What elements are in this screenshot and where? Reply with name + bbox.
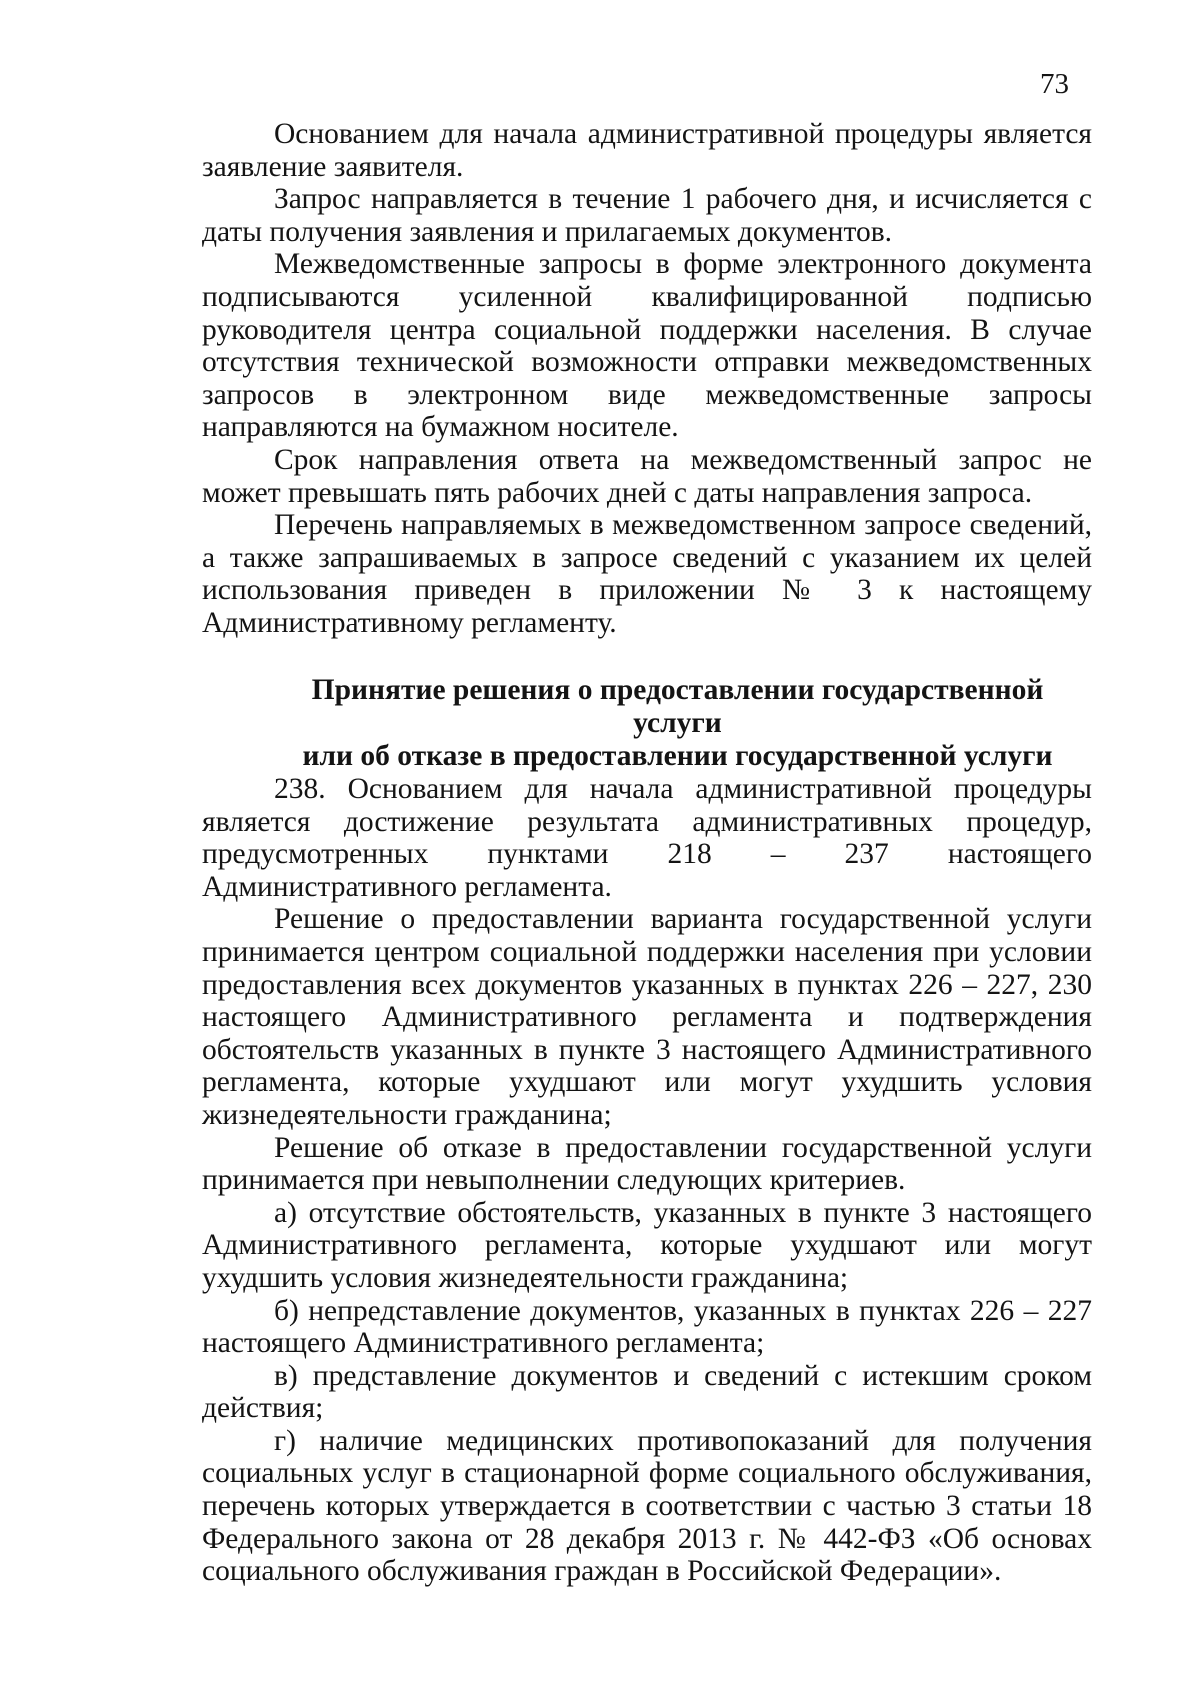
criterion-a: а) отсутствие обстоятельств, указанных в пункте 3 настоящего Административного регламента, которые ухудшают или могут ухудшить условия жизнедеятельности гражданина;: [202, 1196, 1092, 1294]
paragraph-response-deadline: Срок направления ответа на межведомственный запрос не может превышать пять рабочих дней с даты направления запроса.: [202, 443, 1092, 509]
paragraph-request-timing: Запрос направляется в течение 1 рабочего дня, и исчисляется с даты получения заявления и прилагаемых документов.: [202, 183, 1092, 248]
paragraph-refusal-decision: Решение об отказе в предоставлении государственной услуги принимается при невыполнении следующих критериев.: [202, 1131, 1092, 1197]
criterion-d: г) наличие медицинских противопоказаний для получения социальных услуг в стационарной форме социального обслуживания, перечень которых утверждается в соответствии с частью 3 статьи 18 Федерального закона от 28 декабря 2013 г. № 442-ФЗ «Об основах социального обслуживания граждан в Российской Федерации».: [202, 1424, 1092, 1588]
paragraph-238: 238. Основанием для начала административной процедуры является достижение результата административных процедур, предусмотренных пунктами 218 – 237 настоящего Административного регламента.: [202, 773, 1092, 903]
paragraph-information-list: Перечень направляемых в межведомственном запросе сведений, а также запрашиваемых в запросе сведений с указанием их целей использования приведен в приложении № 3 к настоящему Административному регламенту.: [202, 509, 1092, 639]
paragraph-electronic-requests: Межведомственные запросы в форме электронного документа подписываются усиленной квалифицированной подписью руководителя центра социальной поддержки населения. В случае отсутствия технической возможности отправки межведомственных запросов в электронном виде межведомственные запросы направляются на бумажном носителе.: [202, 248, 1092, 444]
page-number: 73: [1040, 68, 1069, 100]
section-heading-line-2: или об отказе в предоставлении государственной услуги: [302, 740, 1053, 772]
top-text-block: [202, 118, 1092, 640]
paragraph-procedure-basis: Основанием для начала административной процедуры является заявление заявителя.: [202, 118, 1092, 183]
section-heading: [270, 674, 1085, 773]
bottom-text-block: [202, 773, 1092, 1588]
criterion-c: в) представление документов и сведений с истекшим сроком действия;: [202, 1359, 1092, 1425]
section-heading-line-1: Принятие решения о предоставлении государственной услуги: [311, 674, 1044, 739]
paragraph-grant-decision: Решение о предоставлении варианта государственной услуги принимается центром социальной поддержки населения при условии предоставления всех документов указанных в пунктах 226 – 227, 230 настоящего Административного регламента и подтверждения обстоятельств указанных в пункте 3 настоящего Административного регламента, которые ухудшают или могут ухудшить условия жизнедеятельности гражданина;: [202, 903, 1092, 1131]
criterion-b: б) непредставление документов, указанных в пунктах 226 – 227 настоящего Административного регламента;: [202, 1294, 1092, 1360]
